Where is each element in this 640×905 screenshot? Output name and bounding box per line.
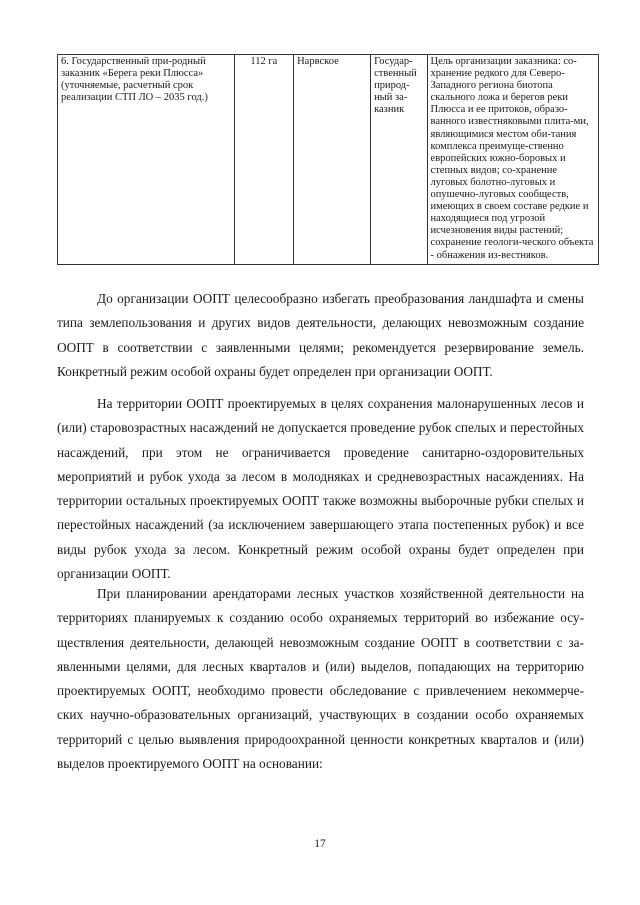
oopt-category-cell: Государ-ственный природ-ный за-казник xyxy=(371,55,427,265)
paragraph-text: На территории ООПТ проектируемых в целях сохранения малонарушенных лесов и (или) старовозрастных насаждений не допускается проведение рубок спелых и перестойных насаждений, при этом не ограничивается проведение санитарно-оздоровительных мероприятий и рубок ухода за лесом в молодняках и средневозрастных насаждениях. На территории остальных проектируемых ООПТ также возможны выборочные рубки спелых и перестойных насаждений (за исключением завершающего этапа постепенных рубок) и все виды рубок ухода за лесом. Конкретный режим особой охраны будет определен при организации ООПТ. xyxy=(57,396,584,582)
oopt-table xyxy=(57,54,599,265)
table-row xyxy=(58,55,599,265)
paragraph-felling-regime xyxy=(57,392,584,586)
page-number: 17 xyxy=(314,838,326,850)
paragraph-text: До организации ООПТ целесообразно избегать преобразования ландшафта и смены типа землепользования и других видов деятельности, делающих невозможным создание ООПТ в соответствии с заявленными целями; рекомендуется резервирование земель. Конкретный режим особой охраны будет определен при организации ООПТ. xyxy=(57,291,584,379)
oopt-area-cell: 112 га xyxy=(234,55,294,265)
paragraph-text: При планировании арендаторами лесных участков хозяйственной деятельности на территориях планируемых к созданию особо охраняемых территорий во избежание осу-ществления деятельности, делающей невозможным создание ООПТ в соответствии с за-явленными целями, для лесных кварталов и (или) выделов, попадающих на территорию проектируемых ООПТ, необходимо провести обследование с привлечением некоммерче-ских научно-образовательных организаций, участвующих в создании особо охраняемых территорий с целью выявления природоохранной ценности конкретных кварталов и (или) выделов проектируемого ООПТ на основании: xyxy=(57,586,584,772)
paragraph-reservation xyxy=(57,287,584,384)
paragraph-survey xyxy=(57,582,584,776)
oopt-goal-cell: Цель организации заказника: со-хранение редкого для Северо-Западного региона биотопа скального ложа и берегов реки Плюсса и ее притоков, образо-ванного известняковыми плита-ми, являющимися местом оби-тания комплекса преимуще-ственно европейских южно-боровых и степных видов; со-хранение луговых болотно-луговых и опушечно-луговых сообществ, имеющих в своем составе редкие и находящиеся под угрозой исчезновения виды растений; сохранение геологи-ческого объекта - обнажения из-вестняков. xyxy=(427,55,598,265)
oopt-name-cell: 6. Государственный при-родный заказник «Берега реки Плюсса» (уточняемые, расчетный срок реализации СТП ЛО – 2035 год.) xyxy=(58,55,235,265)
oopt-forestry-cell: Нарвское xyxy=(294,55,371,265)
